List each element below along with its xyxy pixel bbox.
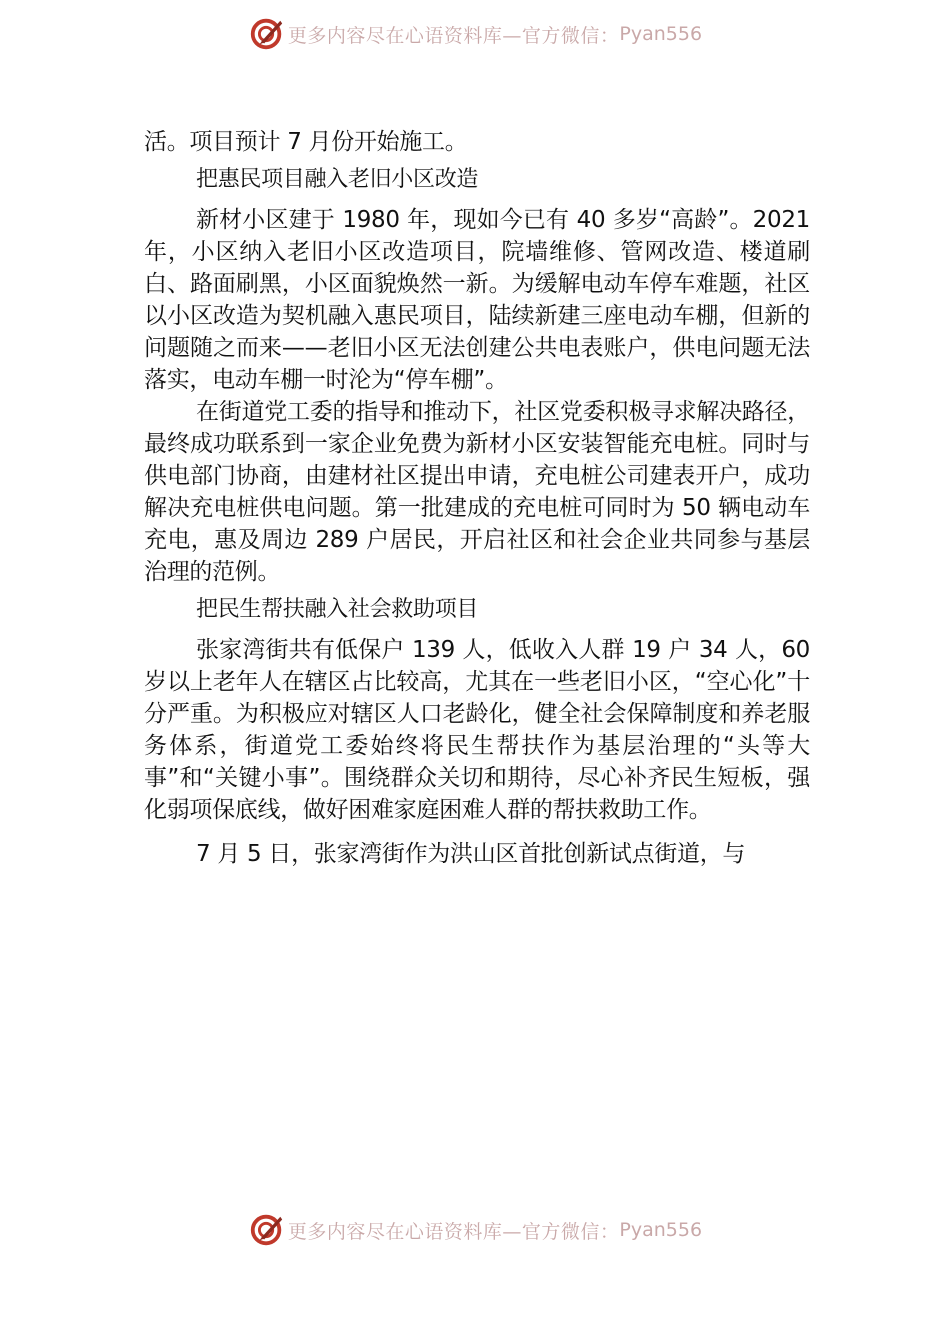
header-banner bbox=[0, 14, 950, 54]
logo-icon bbox=[248, 15, 286, 53]
paragraph-continuation: 活。项目预计 7 月份开始施工。 bbox=[144, 129, 468, 155]
paragraph-4: 7 月 5 日，张家湾街作为洪山区首批创新试点街道，与 bbox=[196, 841, 746, 867]
document-body bbox=[144, 126, 810, 870]
paragraph-3: 张家湾街共有低保户 139 人，低收入人群 19 户 34 人，60 岁以上老年人在辖区占比较高，尤其在一些老旧小区，“空心化”十分严重。为积极应对辖区人口老龄化，健全社会保障制度和养老服务体系，街道党工委始终将民生帮扶作为基层治理的“头等大事”和“关键小事”。围绕群众关切和期待，尽心补齐民生短板，强化弱项保底线，做好困难家庭困难人群的帮扶救助工作。 bbox=[144, 637, 810, 823]
logo-icon bbox=[248, 1211, 286, 1249]
paragraph-2: 在街道党工委的指导和推动下，社区党委积极寻求解决路径，最终成功联系到一家企业免费为新材小区安装智能充电桩。同时与供电部门协商，由建材社区提出申请，充电桩公司建表开户，成功解决充电桩供电问题。第一批建成的充电桩可同时为 50 辆电动车充电，惠及周边 289 户居民，开启社区和社会企业共同参与基层治理的范例。 bbox=[144, 399, 810, 585]
footer-banner-text: 更多内容尽在心语资料库—官方微信： bbox=[287, 1220, 620, 1243]
section-heading-2: 把民生帮扶融入社会救助项目 bbox=[196, 597, 479, 622]
footer-banner-id: Pyan556 bbox=[619, 1219, 703, 1241]
section-heading-1: 把惠民项目融入老旧小区改造 bbox=[196, 167, 479, 192]
paragraph-1: 新材小区建于 1980 年，现如今已有 40 多岁“高龄”。2021 年，小区纳入老旧小区改造项目，院墙维修、管网改造、楼道刷白、路面刷黑，小区面貌焕然一新。为缓解电动车停车难题，社区以小区改造为契机融入惠民项目，陆续新建三座电动车棚，但新的问题随之而来——老旧小区无法创建公共电表账户，供电问题无法落实，电动车棚一时沦为“停车棚”。 bbox=[144, 207, 810, 393]
header-banner-id: Pyan556 bbox=[619, 23, 703, 45]
header-banner-text: 更多内容尽在心语资料库—官方微信： bbox=[287, 24, 620, 47]
footer-banner bbox=[0, 1210, 950, 1250]
